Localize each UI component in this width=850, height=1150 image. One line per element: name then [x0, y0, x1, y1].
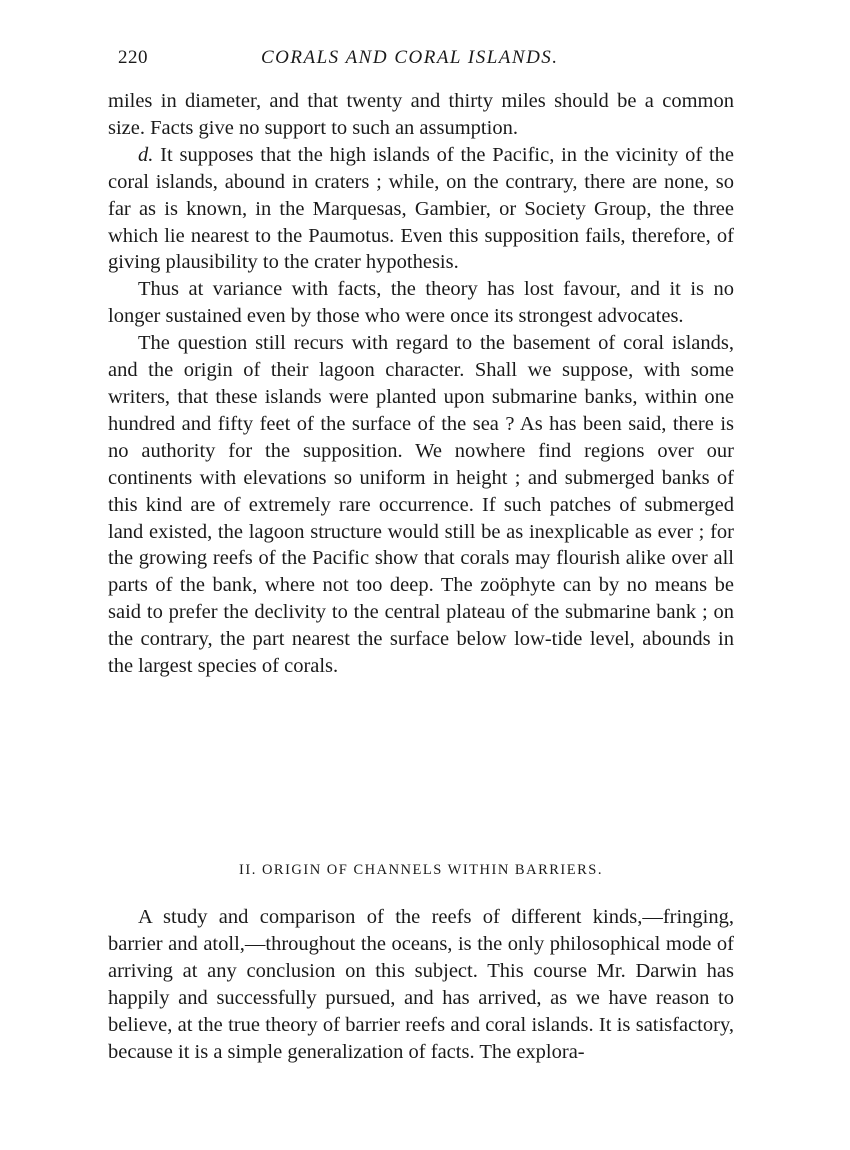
paragraph-d-text: It supposes that the high islands of the Pacific, in the vicinity of the coral islands, abound in craters ; while, on the contrary, there are none, so far as is known, in the Marquesas, Gambier, or Society Group, the three which lie nearest to the Paumotus. Even this supposition fails, therefore, of giving plausibility to the crater hypothesis.	[108, 143, 734, 274]
page-header	[118, 47, 738, 77]
running-head: CORALS AND CORAL ISLANDS.	[261, 47, 559, 68]
paragraph-marker: d.	[138, 143, 154, 166]
section-paragraph: A study and comparison of the reefs of different kinds,—fringing, barrier and atoll,—throughout the oceans, is the only philosophical mode of arriving at any conclusion on this subject. This course Mr. Darwin has happily and successfully pursued, and has arrived, as we have reason to believe, at the true theory of barrier reefs and coral islands. It is satisfactory, because it is a simple generalization of facts. The explora-	[108, 906, 734, 1063]
body-text	[108, 88, 734, 680]
paragraph-continuation: miles in diameter, and that twenty and thirty miles should be a common size. Facts give no support to such an assumption.	[108, 90, 734, 139]
section-heading: II. ORIGIN OF CHANNELS WITHIN BARRIERS.	[239, 862, 603, 878]
paragraph-d	[108, 142, 734, 277]
section-text	[108, 904, 734, 1065]
paragraph-basement: The question still recurs with regard to the basement of coral islands, and the origin of their lagoon character. Shall we suppose, with some writers, that these islands were planted upon submarine banks, within one hundred and fifty feet of the surface of the sea ? As has been said, there is no authority for the supposition. We nowhere find regions over our continents with elevations so uniform in height ; and submerged banks of this kind are of extremely rare occurrence. If such patches of submerged land existed, the lagoon structure would still be as inexplicable as ever ; for the growing reefs of the Pacific show that corals may flourish alike over all parts of the bank, where not too deep. The zoöphyte can by no means be said to prefer the declivity to the central plateau of the submarine bank ; on the contrary, the part nearest the surface below low-tide level, abounds in the largest species of corals.	[108, 332, 734, 678]
paragraph-theory: Thus at variance with facts, the theory has lost favour, and it is no longer sustained even by those who were once its strongest advocates.	[108, 278, 734, 328]
page-number: 220	[118, 47, 148, 68]
